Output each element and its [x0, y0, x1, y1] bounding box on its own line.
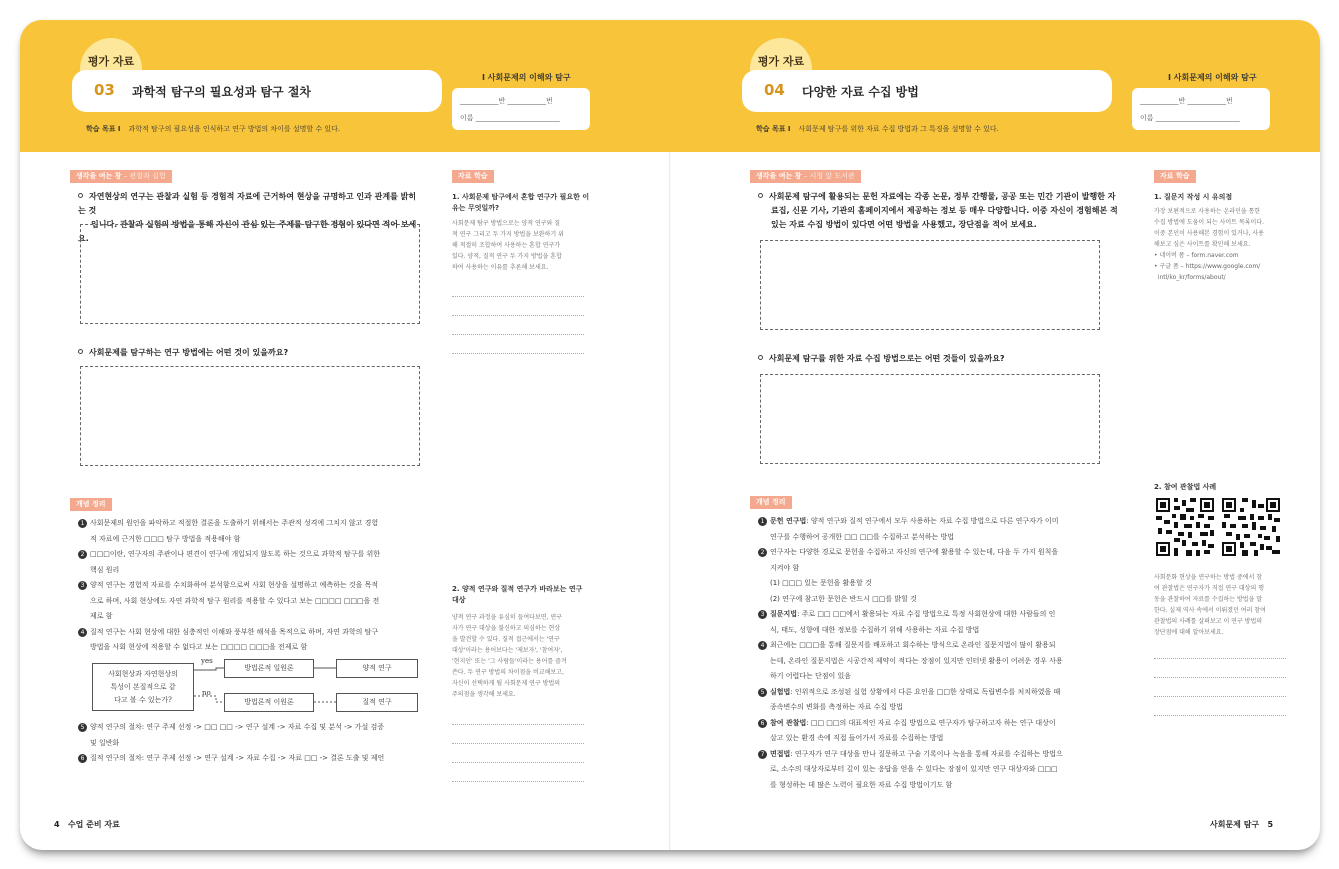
footer-label: 수업 준비 자료 — [67, 820, 120, 829]
concept-line: : 연구자가 연구 대상을 만나 질문하고 구술 기록이나 녹음을 통해 자료를 수집하는 방법으 — [790, 749, 1063, 758]
answer-box-1[interactable] — [760, 240, 1100, 330]
footer-label: 사회문제 탐구 — [1210, 820, 1260, 829]
concept-line: 양적 연구는 경험적 자료를 수치화하여 분석함으로써 사회 현상을 설명하고 예측하는 것을 목적 — [90, 581, 379, 589]
lesson-title-box — [742, 70, 1112, 112]
concept-line: 질적 연구의 절차: 연구 주제 선정 -> 연구 설계 -> 자료 수집 -> 자료 □□ -> 결론 도출 및 제언 — [90, 754, 385, 762]
concept-line: 식, 태도, 성향에 대한 정보를 수집하기 위해 사용하는 자료 수집 방법 — [770, 625, 980, 634]
concept-line: 는데, 온라인 질문지법은 시공간적 제약이 적다는 장점이 있지만 인터넷 활용이 어려운 경우 사용 — [770, 656, 1063, 665]
badge-title: 평가 자료 — [757, 55, 805, 68]
side-heading-2: 2. 참여 관찰법 사례 — [1154, 483, 1217, 491]
side2-line: 주의점을 생각해 보세요. — [452, 691, 516, 698]
concept-summary-label: 개념 정리 — [70, 498, 112, 511]
name-box — [1132, 88, 1270, 130]
concept-number: 3 — [758, 610, 767, 619]
google-form-link-cont[interactable]: intl/ko_kr/forms/about/ — [1154, 274, 1226, 281]
concept-term: 실험법 — [770, 687, 791, 696]
bullet-icon — [758, 193, 763, 198]
concept-line: 연구자는 다양한 경로로 문헌을 수집하고 자신의 연구에 활용할 수 있는데, 다음 두 가지 원칙을 — [770, 548, 1059, 556]
data-study-label: 자료 학습 — [452, 170, 494, 183]
side-text-1 — [452, 218, 564, 273]
left-header — [20, 20, 670, 152]
question-2-text: 사회문제 탐구를 위한 자료 수집 방법으로는 어떤 것들이 있을까요? — [769, 354, 1005, 363]
think-window-label — [70, 170, 172, 183]
concept-number: 4 — [758, 641, 767, 650]
concept-line: 최근에는 □□□을 통해 질문지를 배포하고 회수하는 방식으로 온라인 질문지법이 많이 활용되 — [770, 641, 1056, 649]
side2-line: 사회문화 현상을 연구하는 방법 중에서 참 — [1154, 574, 1263, 581]
student-name-field[interactable]: 이름 ________________________ — [1140, 114, 1240, 122]
concept-number: 3 — [78, 581, 87, 590]
class-number-field[interactable]: ___________반 ___________번 — [1140, 97, 1233, 105]
concept-line: 연구를 수행하여 공개한 □□ □□를 수집하고 분석하는 방법 — [770, 532, 955, 541]
textbook-spread — [20, 20, 1320, 850]
learning-goal — [86, 124, 340, 134]
concept-term: 면접법 — [770, 749, 791, 758]
think-label: 생각을 여는 창 — [76, 172, 122, 180]
side2-line: 쓴다. 두 연구 방법의 차이점을 비교해보고, — [452, 669, 564, 676]
concept-line: : 주로 □□ □□에서 활용되는 자료 수집 방법으로 특정 사회현상에 대한 사람들의 인 — [797, 610, 1056, 618]
side2-line: 자가 연구 대상을 불신하고 의심하는 현상 — [452, 625, 561, 632]
concept-line: 사회문제의 원인을 파악하고 적절한 결론을 도출하기 위해서는 주관적 성격에 그치지 않고 경험 — [90, 519, 379, 527]
class-number-field[interactable]: ___________반 ___________번 — [460, 97, 553, 105]
bullet-icon — [78, 193, 83, 198]
google-form-link[interactable]: • 구글 폼 – https://www.google.com/ — [1154, 263, 1261, 270]
monism-box: 방법론적 일원론 — [224, 659, 314, 678]
side1-line: 이중 본인이 사용해본 경험이 있거나, 사용 — [1154, 230, 1264, 237]
concept-line: 를 형성하는 데 많은 노력이 필요한 자료 수집 방법이기도 함 — [770, 780, 953, 789]
lesson-number: 03 — [94, 81, 115, 99]
side-text-2 — [1154, 572, 1266, 638]
side1-line: 사회문제 탐구 방법으로는 양적 연구와 질 — [452, 220, 561, 227]
learning-goal — [756, 124, 999, 134]
side2-line: '현지인' 또는 '그 사람들'이라는 용어를 즐겨 — [452, 658, 567, 665]
data-study-label: 자료 학습 — [1154, 170, 1196, 183]
name-box — [452, 88, 590, 130]
think-label: 생각을 여는 창 — [756, 172, 802, 180]
concept-line: 핵심 원리 — [90, 565, 120, 574]
left-footer — [54, 819, 120, 830]
concept-term: 참여 관찰법 — [770, 718, 807, 727]
concept-number: 7 — [758, 750, 767, 759]
concept-line: 양적 연구의 절차: 연구 주제 선정 -> □□ □□ -> 연구 설계 -> 자료 수집 및 분석 -> 가설 검증 — [90, 723, 384, 731]
concept-number: 1 — [78, 519, 87, 528]
question-1-line3: 있는 자료 수집 방법이 있다면 어떤 방법을 사용했고, 장단점을 적어 보세요. — [771, 220, 1037, 229]
concept-term: 문헌 연구법 — [770, 517, 807, 525]
side1-head-2: 유는 무엇일까? — [452, 204, 500, 212]
side1-line: 해보고 싶은 사이트를 확인해 보세요. — [1154, 241, 1251, 248]
side1-line: 해 적절히 조합하여 사용하는 혼합 연구가 — [452, 242, 561, 249]
concept-number: 4 — [78, 628, 87, 637]
think-sub: – 관찰과 실험 — [123, 172, 166, 180]
concept-line: □□□이란, 연구자의 주관이나 편견이 연구에 개입되지 않도록 하는 것으로 과학적 탐구를 위한 — [90, 550, 380, 558]
side1-line: 수집 방법에 도움이 되는 사이트 목록이다. — [1154, 219, 1264, 226]
section-label: I 사회문제의 이해와 탐구 — [1168, 73, 1257, 82]
bullet-icon — [758, 355, 763, 360]
think-window-label — [750, 170, 861, 183]
quantitative-box: 양적 연구 — [336, 659, 418, 678]
answer-lines-2[interactable] — [452, 706, 584, 782]
side2-line: 을 발견할 수 있다. 질적 접근에서는 '연구 — [452, 636, 560, 643]
side2-line: 한다. 실제 역사 속에서 이뤄졌던 여러 참여 — [1154, 607, 1266, 614]
concept-number: 2 — [758, 548, 767, 557]
side-text-2 — [452, 612, 567, 700]
goal-text: 과학적 탐구의 필요성을 인식하고 연구 방법의 차이를 설명할 수 있다. — [128, 125, 341, 133]
yes-label: yes — [201, 657, 213, 665]
question-1-line1: 자연현상의 연구는 관찰과 실험 등 경험적 자료에 근거하여 현상을 규명하고 인과 관계를 밝히는 것 — [78, 192, 417, 215]
side2-line: 동을 관찰하여 자료를 수집하는 방법을 말 — [1154, 596, 1263, 603]
left-page — [20, 20, 670, 850]
concept-list-2 — [78, 720, 423, 767]
concept-line: 로, 소수의 대상자로부터 깊이 있는 응답을 얻을 수 있다는 장점이 있지만 연구 대상자와 □□□ — [770, 765, 1058, 773]
side2-line: 자신이 선택하게 될 사회문제 연구 방법의 — [452, 680, 561, 687]
student-name-field[interactable]: 이름 ________________________ — [460, 114, 560, 122]
lesson-title: 다양한 자료 수집 방법 — [802, 85, 919, 99]
goal-label: 학습 목표 I — [86, 125, 121, 133]
concept-number: 5 — [78, 723, 87, 732]
concept-summary-label: 개념 정리 — [750, 496, 792, 509]
side2-line: 대상'이라는 용어보다는 '제보자', '참여자', — [452, 647, 563, 654]
bullet-icon — [78, 349, 83, 354]
question-1-line1: 사회문제 탐구에 활용되는 문헌 자료에는 각종 논문, 정부 간행물, 공공 또는 민간 기관이 발행한 자 — [769, 192, 1116, 201]
answer-lines[interactable] — [1154, 640, 1286, 716]
side2-head-2: 대상 — [452, 596, 466, 604]
concept-line: 살고 있는 환경 속에 직접 들어가서 자료를 수집하는 방법 — [770, 734, 944, 742]
concept-line: (1) □□□ 있는 문헌을 활용할 것 — [770, 579, 872, 587]
answer-box-2[interactable] — [760, 374, 1100, 464]
side1-line: 하여 사용하는 이유를 추론해 보세요. — [452, 264, 549, 271]
answer-box-1[interactable] — [80, 224, 420, 324]
side1-line: 있다. 양적, 질적 연구 두 가지 방법을 혼합 — [452, 253, 562, 260]
side-heading-1: 1. 질문지 작성 시 유의점 — [1154, 193, 1233, 201]
concept-number: 5 — [758, 688, 767, 697]
concept-line: 적 자료에 근거한 □□□ 탐구 방법을 적용해야 함 — [90, 534, 241, 543]
concept-line: 질적 연구는 사회 현상에 대한 심층적인 이해와 풍부한 해석을 목적으로 하며, 자연 과학의 탐구 — [90, 627, 379, 636]
concept-number: 6 — [758, 719, 767, 728]
concept-line: 방법을 사회 현상에 적용할 수 없다고 보는 □□□□ □□□을 전제로 함 — [90, 643, 308, 651]
concept-line: 하기 어렵다는 단점이 있음 — [770, 672, 852, 680]
lesson-title: 과학적 탐구의 필요성과 탐구 절차 — [132, 85, 312, 99]
page-number: 5 — [1267, 820, 1274, 829]
no-label: no — [202, 689, 211, 697]
side2-line: 여 관찰법은 연구자가 직접 연구 대상의 행 — [1154, 585, 1264, 592]
side-question-1 — [452, 192, 589, 214]
side2-head-1: 2. 양적 연구와 질적 연구가 바라보는 연구 — [452, 585, 583, 593]
section-label: I 사회문제의 이해와 탐구 — [482, 73, 571, 82]
question-1 — [758, 190, 1128, 232]
page-number: 4 — [54, 820, 60, 829]
goal-label: 학습 목표 I — [756, 125, 791, 133]
goal-text: 사회문제 탐구를 위한 자료 수집 방법과 그 특징을 설명할 수 있다. — [798, 125, 999, 133]
question-2 — [758, 352, 1005, 366]
concept-line: 종속변수의 변화를 측정하는 자료 수집 방법 — [770, 703, 903, 711]
methodology-question-box — [92, 663, 194, 711]
side2-line: 장단점에 대해 알아보세요. — [1154, 629, 1224, 636]
question-1-line2: 입니다. 관찰과 실험의 방법을 통해 자신이 관심 있는 주제를 탐구한 경험이 있다면 적어 보세요. — [78, 220, 417, 243]
qr-code-icon[interactable] — [1156, 498, 1214, 556]
concept-line: : 양적 연구와 질적 연구에서 모두 사용하는 자료 수집 방법으로 다른 연구자가 이미 — [806, 517, 1059, 525]
concept-line: : 인위적으로 조성된 실험 상황에서 다른 요인을 □□한 상태로 독립변수를 처치하였을 때 — [790, 687, 1061, 696]
dualism-box: 방법론적 이원론 — [224, 693, 314, 712]
side2-line: 관찰법의 사례를 살펴보고 이 연구 방법의 — [1154, 618, 1263, 625]
side1-head-1: 1. 사회문제 탐구에서 혼합 연구가 필요한 이 — [452, 193, 590, 201]
concept-term: 질문지법 — [770, 610, 798, 618]
diagram-question-line: 특성이 본질적으로 같 — [110, 683, 176, 691]
question-2-text: 사회문제를 탐구하는 연구 방법에는 어떤 것이 있을까요? — [89, 348, 289, 357]
answer-lines-1[interactable] — [452, 278, 584, 354]
side1-line: 가장 보편적으로 사용하는 온라인을 통한 — [1154, 208, 1261, 215]
naver-form-link[interactable]: • 네이버 폼 – form.naver.com — [1154, 252, 1239, 259]
question-2 — [78, 346, 288, 360]
right-page — [670, 20, 1320, 850]
concept-number: 2 — [78, 550, 87, 559]
side2-line: 양적 연구 과정을 유심히 들여다보면, 연구 — [452, 614, 562, 621]
concept-number: 1 — [758, 517, 767, 526]
right-footer — [1210, 819, 1273, 830]
side-text-1 — [1154, 206, 1264, 283]
side1-line: 적 연구 그리고 두 가지 방법을 보완하기 위 — [452, 231, 564, 238]
question-1-line2: 료집, 신문 기사, 기관의 홈페이지에서 제공하는 정보 등 매우 다양합니다. 이중 자신이 경험해본 적 — [771, 206, 1118, 215]
concept-line: (2) 연구에 참고한 문헌은 반드시 □□를 밝힐 것 — [770, 594, 917, 603]
lesson-title-box — [72, 70, 442, 112]
diagram-question-line: 다고 볼 수 있는가? — [114, 696, 172, 704]
answer-box-2[interactable] — [80, 366, 420, 466]
badge-title: 평가 자료 — [87, 55, 135, 68]
concept-line: 제로 함 — [90, 612, 113, 620]
qr-code-icon[interactable] — [1222, 498, 1280, 556]
concept-line: : □□ □□의 대표적인 자료 수집 방법으로 연구자가 탐구하고자 하는 연구 대상이 — [806, 718, 1056, 727]
concept-line: 지켜야 함 — [770, 563, 800, 572]
side-question-2 — [452, 584, 582, 606]
concept-number: 6 — [78, 754, 87, 763]
lesson-number: 04 — [764, 81, 785, 99]
concept-list — [78, 516, 423, 656]
qualitative-box: 질적 연구 — [336, 693, 418, 712]
concept-list — [758, 514, 1128, 793]
concept-line: 및 일반화 — [90, 738, 120, 747]
right-header — [670, 20, 1320, 152]
concept-line: 으로 하며, 사회 현상에도 자연 과학적 탐구 원리를 적용할 수 있다고 보는 □□□□ □□□을 전 — [90, 596, 380, 605]
diagram-question-line: 사회현상과 자연현상의 — [108, 670, 178, 678]
think-sub: – 시청 앞 도서관 — [803, 172, 855, 180]
